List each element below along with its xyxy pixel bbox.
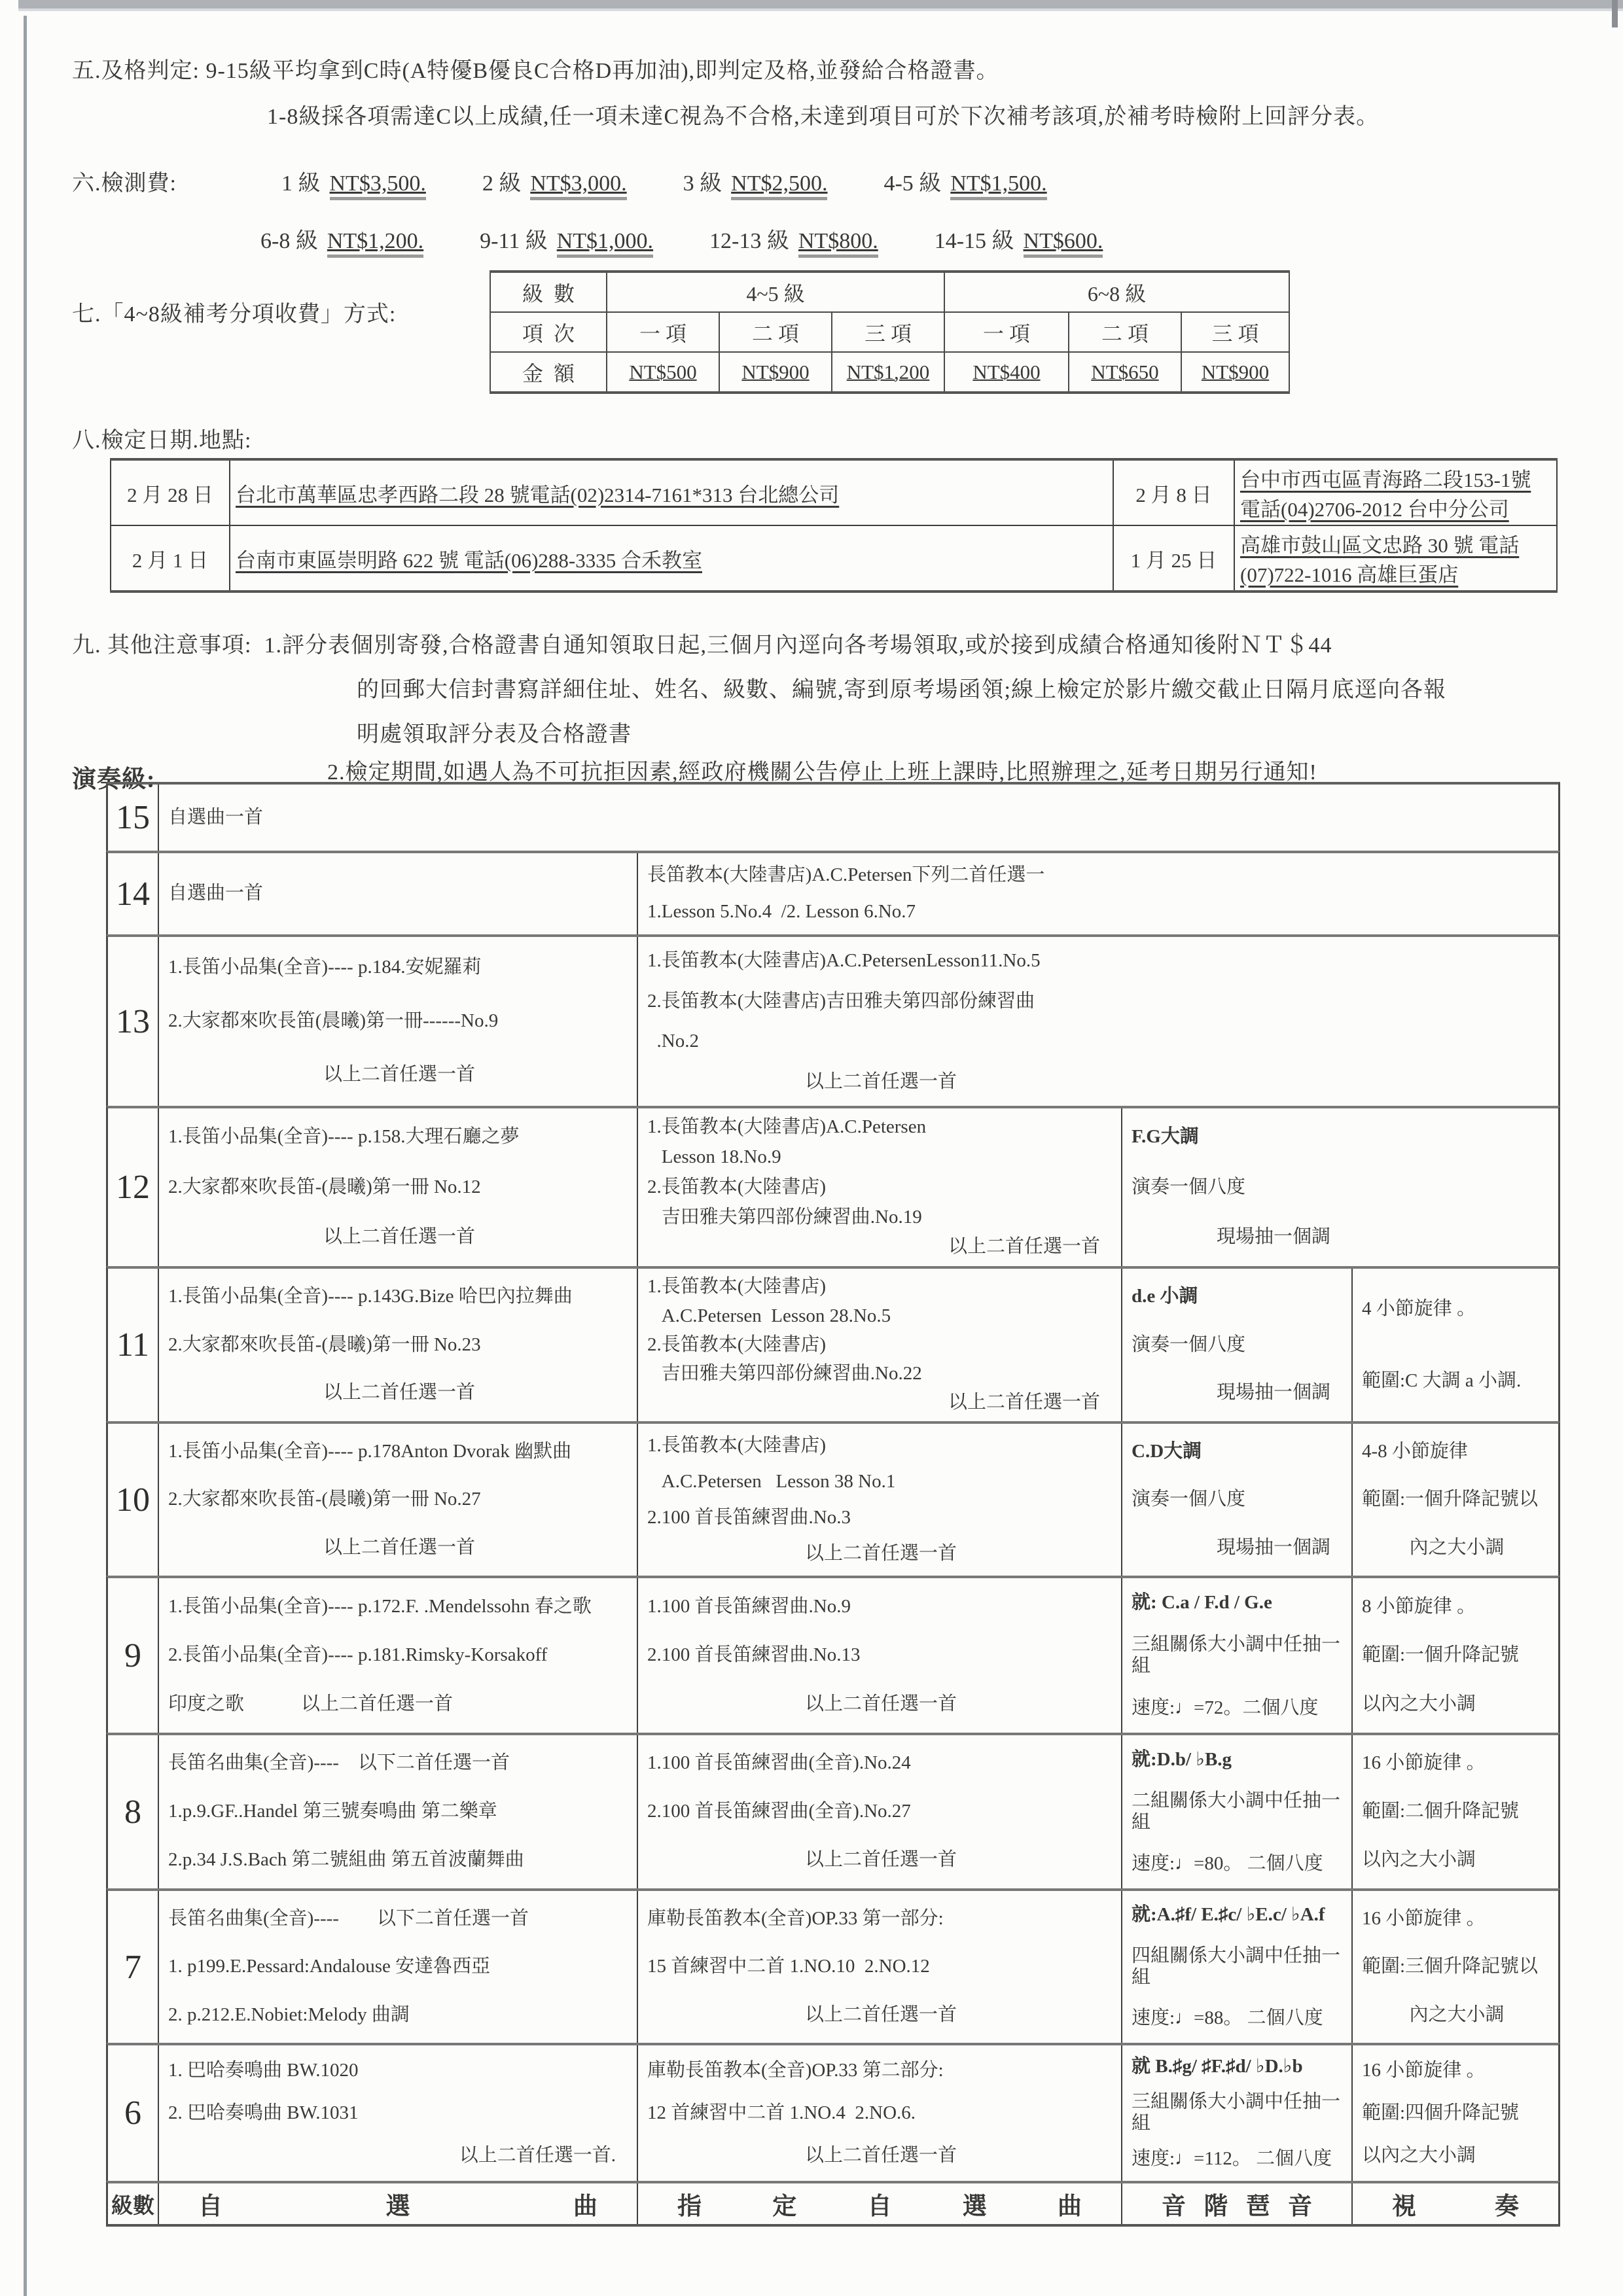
grade-cell-line: 範圍:一個升降記號 (1362, 1644, 1520, 1666)
grade-level-number: 15 (116, 799, 150, 836)
fee-amount: NT$900 (719, 352, 832, 393)
fee-table-item-row (490, 312, 1289, 352)
grade-cell-line: 8 小節旋律 。 (1362, 1595, 1476, 1617)
scan-top-edge (18, 0, 1623, 9)
grade-cell-line: 以內之大小調 (1362, 2144, 1476, 2166)
grade-cell-line: 以上二首任選一首 (804, 1070, 957, 1092)
fee-amount: NT$900 (1181, 352, 1289, 393)
grade-cell-line: A.C.Petersen Lesson 38 No.1 (647, 1470, 896, 1492)
grade-cell-line: 演奏一個八度 (1132, 1176, 1246, 1197)
fee-amount: NT$1,200 (832, 352, 944, 393)
fee-amount: NT$1,500. (950, 171, 1046, 200)
fee-grade-label: 12-13 級 (709, 229, 789, 253)
grade-cell-line: 就: C.a / F.d / G.e (1132, 1592, 1272, 1614)
fee-item: 三 項 (832, 312, 944, 352)
footer-level-label: 級數 (111, 2194, 154, 2218)
grade-row-10 (106, 1421, 1560, 1576)
grade-cell-line: 2.大家都來吹長笛(晨曦)第一冊------No.9 (168, 1010, 499, 1032)
grade-cell-line: 1.長笛小品集(全音)---- p.158.大理石廳之夢 (168, 1126, 520, 1148)
grade-cell-line: 內之大小調 (1409, 1536, 1505, 1558)
grade-cell-line: 4-8 小節旋律 (1362, 1440, 1468, 1462)
grade-cell-line: 庫勒長笛教本(全音)OP.33 第一部分: (647, 1907, 944, 1929)
exam-place (1234, 525, 1557, 592)
section9-label: 九. 其他注意事項: (72, 633, 252, 658)
grade-cell-line: 4 小節旋律 。 (1362, 1298, 1476, 1319)
fee-item: 二 項 (719, 312, 832, 352)
exam-place-text: 台北市萬華區忠孝西路二段 28 號電話(02)2314-7161*313 台北總公司 (236, 483, 840, 506)
grade-cell-line: 1.長笛小品集(全音)---- p.143G.Bize 哈巴內拉舞曲 (168, 1286, 573, 1307)
fee-amount: NT$650 (1069, 352, 1181, 393)
grade-level-number: 8 (124, 1793, 141, 1831)
grade-cell-line: 演奏一個八度 (1132, 1333, 1246, 1355)
grade-cell-line: 以上二首任選一首. (459, 2144, 616, 2166)
fee-amount: NT$1,000. (557, 229, 653, 258)
grade-cell (1351, 1735, 1558, 1888)
grade-level-number: 10 (116, 1481, 150, 1519)
grade-cell-line: 以上二首任選一首 (804, 1542, 957, 1564)
grade-level-number: 9 (124, 1636, 141, 1674)
fee-amount: NT$600. (1024, 229, 1103, 258)
grade-cell-line: 就 B.♯g/ ♯F.♯d/ ♭D.♭b (1132, 2056, 1303, 2077)
grade-cell (637, 1735, 1121, 1888)
grade-cell-line: 長笛名曲集(全音)---- 以下二首任選一首 (168, 1752, 510, 1774)
grade-cell (1121, 1578, 1351, 1733)
grade-level-number: 11 (116, 1326, 150, 1364)
grade-row-8 (106, 1733, 1560, 1888)
fee-amount: NT$3,000. (530, 171, 626, 200)
footer-column-label (1351, 2183, 1558, 2224)
fee-item: 三 項 (1181, 312, 1289, 352)
grade-cell-line: 1.長笛小品集(全音)---- p.184.安妮羅莉 (168, 957, 482, 978)
grade-cell-line: 2.100 首長笛練習曲.No.3 (647, 1506, 851, 1528)
footer-column-label (158, 2183, 637, 2224)
grade-row-11 (106, 1266, 1560, 1421)
fee-item (883, 165, 1046, 197)
grade-cell (637, 1891, 1121, 2043)
exam-place-text: 台中市西屯區青海路二段153-1號 電話(04)2706-2012 台中分公司 (1240, 468, 1531, 521)
fee-grade-label: 1 級 (281, 171, 321, 196)
grade-cell-line: Lesson 18.No.9 (647, 1146, 781, 1168)
grade-cell (1121, 1891, 1351, 2043)
grade-cell (637, 1269, 1121, 1421)
grade-level-number: 12 (116, 1169, 150, 1206)
makeup-fee-table (490, 270, 1290, 394)
grade-cell-line: 以上二首任選一首 (948, 1392, 1100, 1413)
grade-cell-line: 2.大家都來吹長笛-(晨曦)第一冊 No.27 (168, 1489, 481, 1510)
grade-cell (1351, 1269, 1558, 1421)
exam-date: 2 月 1 日 (111, 525, 230, 592)
section7-label: 七.「4~8級補考分項收費」方式: (72, 302, 397, 327)
section5-line2: 1-8級採各項需達C以上成績,任一項未達C視為不合格,未達到項目可於下次補考該項,於補考時檢附上回評分表。 (267, 105, 1380, 129)
fee-grade-label: 6-8 級 (260, 229, 318, 253)
grade-cell (158, 1108, 637, 1266)
grade-cell-line: 三組關係大小調中任抽一組 (1132, 2091, 1341, 2134)
grade-cell (1351, 2045, 1558, 2181)
grade-cell-line: 現場抽一個調 (1216, 1226, 1330, 1248)
fee-item (281, 165, 426, 197)
fee-item (683, 165, 828, 197)
grade-cell-line: 範圍:三個升降記號以 (1362, 1956, 1539, 1977)
grade-cell-line: 1.長笛小品集(全音)---- p.172.F. .Mendelssohn 春之歌 (168, 1595, 592, 1617)
grade-row-12 (106, 1106, 1560, 1266)
grade-level-number: 14 (116, 875, 150, 913)
grade-cell-line: F.G大調 (1132, 1126, 1199, 1148)
grade-cell-line: 現場抽一個調 (1216, 1382, 1330, 1404)
grade-cell-line: 1.100 首長笛練習曲(全音).No.24 (647, 1752, 911, 1774)
grade-cell-line: 以上二首任選一首 (323, 1064, 475, 1086)
grade-cell-line: 速度:♩=72。二個八度 (1132, 1697, 1319, 1718)
section5-line1 (72, 52, 999, 84)
grade-cell-line: 速度:♩=112。 二個八度 (1132, 2148, 1332, 2170)
fee-amount: NT$800. (798, 229, 878, 258)
section9-item1-line2: 的回郵大信封書寫詳細住址、姓名、級數、編號,寄到原考場函領;線上檢定於影片繳交截止日隔月底逕向各報 (357, 678, 1446, 702)
grade-cell (1351, 1891, 1558, 2043)
grade-cell-line: 自選曲一首 (168, 806, 264, 828)
footer-column-label-text: 視 奏 (1392, 2193, 1519, 2220)
grade-cell (637, 1578, 1121, 1733)
scan-corner-mark (1612, 0, 1618, 27)
grade-cell (158, 853, 637, 934)
footer-column-label-text: 指 定 自 選 曲 (677, 2193, 1082, 2220)
fee-grade-label: 3 級 (683, 171, 722, 196)
grade-cell (637, 1108, 1121, 1266)
grade-row-7 (106, 1888, 1560, 2043)
grade-cell-line: 1.長笛小品集(全音)---- p.178Anton Dvorak 幽默曲 (168, 1440, 572, 1462)
grade-cell-line: 庫勒長笛教本(全音)OP.33 第二部分: (647, 2059, 944, 2081)
grade-cell-line: 以內之大小調 (1362, 1849, 1476, 1871)
grade-cell-line: 16 小節旋律 。 (1362, 2059, 1486, 2081)
grade-cell-line: 2.p.34 J.S.Bach 第二號組曲 第五首波蘭舞曲 (168, 1849, 524, 1871)
fee-item (482, 165, 627, 197)
grade-cell-line: 1. p199.E.Pessard:Andalouse 安達魯西亞 (168, 1956, 491, 1977)
grade-cell-line: 範圍:C 大調 a 小調. (1362, 1370, 1522, 1392)
grade-cell (1351, 1424, 1558, 1576)
grade-cell-line: 2. p.212.E.Nobiet:Melody 曲調 (168, 2004, 410, 2025)
grade-cell-line: 以上二首任選一首 (804, 2144, 957, 2166)
grade-cell-line: 1.長笛教本(大陸書店)A.C.PetersenLesson11.No.5 (647, 950, 1041, 972)
grade-cell-line: 2.大家都來吹長笛-(晨曦)第一冊 No.23 (168, 1333, 481, 1355)
grade-row-13 (106, 934, 1560, 1106)
fee-table-amount-row (490, 352, 1289, 393)
grade-cell-line: 速度:♩=80。 二個八度 (1132, 1852, 1323, 1874)
grade-cell-line: 1.長笛教本(大陸書店) (647, 1276, 827, 1298)
grade-row-14 (106, 851, 1560, 934)
footer-column-label (1121, 2183, 1351, 2224)
grade-cell-line: 自選曲一首 (168, 883, 264, 904)
scan-top-edge-shadow (18, 9, 1623, 11)
grade-cell (637, 853, 1121, 934)
exam-row (111, 525, 1557, 592)
grade-cell (1121, 2045, 1351, 2181)
performance-grade-table (106, 782, 1560, 2227)
grade-row-15 (106, 782, 1560, 851)
grade-cell-line: 以上二首任選一首 (323, 1382, 475, 1404)
grade-cell (158, 1578, 637, 1733)
fee-grade-label: 2 級 (482, 171, 522, 196)
grade-cell-line: 1.Lesson 5.No.4 /2. Lesson 6.No.7 (647, 901, 916, 923)
grade-cell-line: 2. 巴哈奏鳴曲 BW.1031 (168, 2102, 359, 2123)
grade-cell-line: 吉田雅夫第四部份練習曲.No.19 (647, 1206, 922, 1227)
section6-label: 六.檢測費: (72, 171, 177, 196)
fee-grade-label: 9-11 級 (480, 229, 548, 253)
fee-amount: NT$3,500. (330, 171, 426, 200)
grade-cell-line: 16 小節旋律 。 (1362, 1752, 1486, 1774)
grade-cell-line: 2.長笛教本(大陸書店) (647, 1333, 827, 1355)
grade-cell-line: 就:D.b/ ♭B.g (1132, 1748, 1232, 1770)
fee-item (709, 222, 878, 255)
grade-cell-line: 1.長笛教本(大陸書店)A.C.Petersen (647, 1116, 927, 1138)
section5-text1: 9-15級平均拿到C時(A特優B優良C合格D再加油),即判定及格,並發給合格證書。 (205, 59, 999, 83)
grade-cell (158, 1424, 637, 1576)
grade-cell-line: 2.長笛小品集(全音)---- p.181.Rimsky-Korsakoff (168, 1644, 548, 1666)
grade-cell-line: 三組關係大小調中任抽一組 (1132, 1633, 1341, 1676)
grade-cell-line: 1.長笛教本(大陸書店) (647, 1434, 827, 1456)
grade-cell (1121, 1269, 1351, 1421)
grade-cell (158, 785, 637, 851)
grade-cell (1121, 1108, 1351, 1266)
fee-amount-header: 金 額 (490, 352, 607, 393)
fee-amount: NT$1,200. (327, 229, 423, 258)
footer-column-label-text: 自 選 曲 (198, 2193, 597, 2220)
grade-cell-line: 長笛名曲集(全音)---- 以下二首任選一首 (168, 1907, 529, 1929)
grade-cell (158, 1269, 637, 1421)
grade-cell-line: 內之大小調 (1409, 2004, 1505, 2025)
grade-cell-line: 1.100 首長笛練習曲.No.9 (647, 1595, 851, 1617)
grade-row-6 (106, 2043, 1560, 2181)
grade-level-number: 7 (124, 1948, 141, 1986)
grade-cell-line: 以上二首任選一首 (804, 2004, 957, 2025)
grade-cell-line: 以上二首任選一首 (804, 1849, 957, 1871)
fee-amount: NT$500 (607, 352, 719, 393)
grade-cell-line: 範圍:二個升降記號 (1362, 1801, 1520, 1822)
exam-place-text: 台南市東區崇明路 622 號 電話(06)288-3335 合禾教室 (236, 548, 702, 572)
grade-cell-line: A.C.Petersen Lesson 28.No.5 (647, 1305, 891, 1326)
exam-date: 2 月 8 日 (1113, 459, 1234, 525)
grade-cell-line: 2.100 首長笛練習曲(全音).No.27 (647, 1801, 911, 1822)
grade-cell-line: 就:A.♯f/ E.♯c/ ♭E.c/ ♭A.f (1132, 1904, 1325, 1926)
footer-column-label (637, 2183, 1121, 2224)
fee-item (480, 222, 653, 255)
grade-cell-line: 範圍:四個升降記號 (1362, 2102, 1520, 2123)
grade-cell (158, 1735, 637, 1888)
grade-cell (1121, 1735, 1351, 1888)
exam-place-text: 高雄市鼓山區文忠路 30 號 電話(07)722-1016 高雄巨蛋店 (1240, 534, 1520, 586)
section9-line1 (72, 627, 1332, 659)
grade-level-number: 13 (116, 1002, 150, 1040)
grade-cell-line: 印度之歌 以上二首任選一首 (168, 1693, 454, 1714)
fee-level-header: 級 數 (490, 272, 607, 312)
grade-cell-line: 吉田雅夫第四部份練習曲.No.22 (647, 1362, 922, 1384)
grade-cell-line: 以上二首任選一首 (804, 1693, 957, 1714)
section9-item1-line3: 明處領取評分表及合格證書 (357, 722, 632, 747)
grade-cell-line: 以內之大小調 (1362, 1693, 1476, 1714)
grade-cell-line: 以上二首任選一首 (948, 1236, 1100, 1258)
grade-cell-line: 以上二首任選一首 (323, 1536, 475, 1558)
fee-group-68: 6~8 級 (944, 272, 1289, 312)
grade-cell-line: .No.2 (647, 1031, 699, 1052)
grade-cell (158, 1891, 637, 2043)
exam-date: 2 月 28 日 (111, 459, 230, 525)
grade-cell (637, 2045, 1121, 2181)
grade-cell-line: 四組關係大小調中任抽一組 (1132, 1945, 1341, 1988)
exam-row (111, 459, 1557, 525)
fee-list-line2 (260, 222, 1103, 255)
section9-item2: 2.檢定期間,如遇人為不可抗拒因素,經政府機關公告停止上班上課時,比照辦理之,延考日期另行通知! (327, 760, 1317, 785)
grade-cell-line: 16 小節旋律 。 (1362, 1907, 1486, 1929)
fee-grade-label: 4-5 級 (883, 171, 942, 196)
grade-cell-line: 二組關係大小調中任抽一組 (1132, 1790, 1341, 1833)
grade-cell-line: 1. 巴哈奏鳴曲 BW.1020 (168, 2059, 359, 2081)
fee-group-45: 4~5 級 (607, 272, 944, 312)
grade-level-number: 6 (124, 2094, 141, 2132)
fee-item (935, 222, 1103, 255)
grade-cell (158, 2045, 637, 2181)
fee-item (260, 222, 423, 255)
grade-cell (637, 1424, 1121, 1576)
exam-place (230, 459, 1113, 525)
fee-item: 一 項 (944, 312, 1069, 352)
scan-left-edge (24, 16, 27, 2296)
grade-cell (1351, 1578, 1558, 1733)
exam-place (230, 525, 1113, 592)
grade-cell (158, 937, 637, 1106)
grade-cell (637, 937, 1121, 1106)
fee-list-line1 (281, 165, 1047, 197)
grade-cell-line: 速度:♩=88。 二個八度 (1132, 2007, 1323, 2029)
footer-column-label-text: 音 階 琶 音 (1162, 2193, 1312, 2220)
exam-schedule-table (110, 458, 1558, 593)
fee-item: 二 項 (1069, 312, 1181, 352)
grade-cell-line: 12 首練習中二首 1.NO.4 2.NO.6. (647, 2102, 916, 2123)
grade-cell-line: 2.100 首長笛練習曲.No.13 (647, 1644, 861, 1666)
fee-table-header-row (490, 272, 1289, 312)
grade-cell-line: d.e 小調 (1132, 1286, 1198, 1307)
grade-table-footer-row (106, 2181, 1560, 2227)
fee-grade-label: 14-15 級 (934, 229, 1014, 253)
grade-cell-line: 以上二首任選一首 (323, 1226, 475, 1248)
grade-cell-line: 2.長笛教本(大陸書店)吉田雅夫第四部份練習曲 (647, 990, 1035, 1012)
performance-grade-heading: 演奏級: (72, 766, 156, 793)
grade-row-9 (106, 1576, 1560, 1733)
fee-item-header: 項 次 (490, 312, 607, 352)
grade-cell-line: 範圍:一個升降記號以 (1362, 1489, 1539, 1510)
grade-cell-line: 2.長笛教本(大陸書店) (647, 1176, 827, 1197)
fee-amount: NT$400 (944, 352, 1069, 393)
grade-cell-line: 2.大家都來吹長笛-(晨曦)第一冊 No.12 (168, 1176, 481, 1197)
section8-label: 八.檢定日期.地點: (72, 429, 252, 453)
section9-item1-line1: 1.評分表個別寄發,合格證書自通知領取日起,三個月內逕向各考場領取,或於接到成績合格通知後附ＮＴ＄44 (264, 633, 1332, 658)
grade-cell-line: 現場抽一個調 (1216, 1536, 1330, 1558)
grade-cell-line: 演奏一個八度 (1132, 1489, 1246, 1510)
fee-amount: NT$2,500. (731, 171, 827, 200)
grade-cell-line: 1.p.9.GF..Handel 第三號奏鳴曲 第二樂章 (168, 1801, 497, 1822)
exam-place (1234, 459, 1557, 525)
section5-label: 五.及格判定: (72, 59, 200, 83)
grade-cell-line: C.D大調 (1132, 1440, 1202, 1462)
fee-item: 一 項 (607, 312, 719, 352)
grade-cell-line: 長笛教本(大陸書店)A.C.Petersen下列二首任選一 (647, 864, 1045, 886)
exam-date: 1 月 25 日 (1113, 525, 1234, 592)
grade-cell-line: 15 首練習中二首 1.NO.10 2.NO.12 (647, 1956, 930, 1977)
grade-cell (1121, 1424, 1351, 1576)
